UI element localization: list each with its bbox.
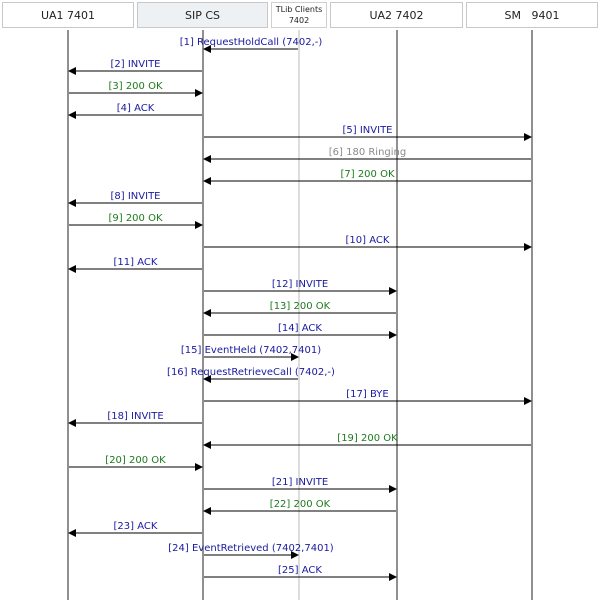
message-15 <box>181 345 321 357</box>
participant-label: UA2 7402 <box>369 8 424 22</box>
message-label: [12] INVITE <box>271 279 329 290</box>
message-22 <box>204 499 396 511</box>
message-label: [8] INVITE <box>110 191 161 202</box>
message-label: [25] ACK <box>278 565 322 576</box>
message-5 <box>204 125 531 137</box>
message-8 <box>69 191 202 203</box>
participant-sublabel: 7402 <box>288 16 310 25</box>
message-17 <box>204 389 531 401</box>
message-11 <box>69 257 202 269</box>
message-21 <box>204 477 396 489</box>
message-24 <box>168 543 334 555</box>
message-label: [13] 200 OK <box>269 301 331 312</box>
message-1 <box>180 37 323 49</box>
message-label: [17] BYE <box>346 389 389 400</box>
message-label: [1] RequestHoldCall (7402,-) <box>179 37 323 48</box>
message-23 <box>69 521 202 533</box>
message-label: [16] RequestRetrieveCall (7402,-) <box>167 367 335 378</box>
message-label: [2] INVITE <box>110 59 161 70</box>
message-19 <box>204 433 531 445</box>
message-6 <box>204 147 531 159</box>
message-12 <box>204 279 396 291</box>
participant-label: SIP CS <box>184 8 221 22</box>
message-label: [20] 200 OK <box>105 455 166 466</box>
message-3 <box>69 81 202 93</box>
message-14 <box>204 323 396 335</box>
message-label: [21] INVITE <box>271 477 329 488</box>
message-2 <box>69 59 202 71</box>
participant-label: UA1 7401 <box>40 8 96 22</box>
participant-label: SM 9401 <box>504 8 560 22</box>
message-label: [3] 200 OK <box>108 81 163 92</box>
message-25 <box>204 565 396 577</box>
message-label: [18] INVITE <box>107 411 164 422</box>
message-label: [5] INVITE <box>342 125 393 136</box>
message-13 <box>204 301 396 313</box>
message-label: [22] 200 OK <box>269 499 331 510</box>
message-label: [6] 180 Ringing <box>328 147 407 158</box>
message-20 <box>69 455 202 467</box>
message-label: [15] EventHeld (7402,7401) <box>180 345 322 356</box>
message-label: [14] ACK <box>278 323 322 334</box>
message-label: [19] 200 OK <box>337 433 398 444</box>
participant-label: TLib Clients <box>275 5 323 14</box>
message-7 <box>204 169 531 181</box>
message-label: [9] 200 OK <box>108 213 163 224</box>
message-10 <box>204 235 531 247</box>
message-18 <box>69 411 202 423</box>
message-label: [11] ACK <box>113 257 158 268</box>
message-16 <box>167 367 335 379</box>
message-label: [23] ACK <box>113 521 158 532</box>
message-4 <box>69 103 202 115</box>
message-label: [4] ACK <box>116 103 155 114</box>
message-label: [24] EventRetrieved (7402,7401) <box>168 543 334 554</box>
message-label: [7] 200 OK <box>340 169 395 180</box>
message-label: [10] ACK <box>345 235 390 246</box>
message-9 <box>69 213 202 225</box>
